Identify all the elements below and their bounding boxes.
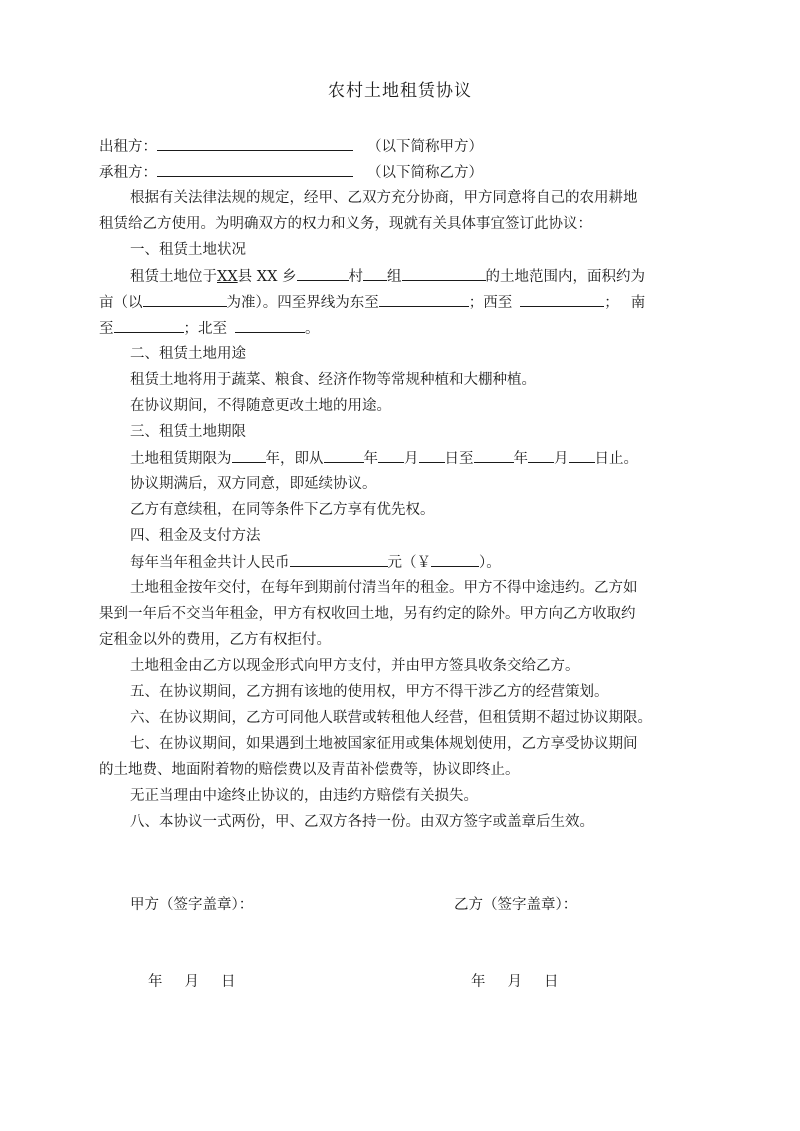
rent-number-blank <box>431 549 479 567</box>
end-day-blank <box>569 445 595 463</box>
lessee-note: （以下简称乙方） <box>367 165 483 181</box>
section-4-rent-line <box>130 549 501 576</box>
start-day-blank <box>419 445 445 463</box>
party-a-date <box>148 970 236 991</box>
village-blank <box>297 263 349 281</box>
term-text: 土地租赁期限为 <box>130 451 232 467</box>
lessee-line <box>99 159 483 186</box>
section-3-term-line <box>130 445 638 472</box>
section-1-heading: 一、租赁土地状况 <box>130 242 246 258</box>
end-month-blank <box>528 445 554 463</box>
breach-clause: 无正当理由中途终止协议的，由违约方赔偿有关损失。 <box>130 788 478 804</box>
start-day-text: 日至 <box>444 451 474 467</box>
north-text: ；北至 <box>183 321 227 337</box>
intro-line-1: 根据有关法律法规的规定，经甲、乙双方充分协商，甲方同意将自己的农用耕地 <box>130 190 638 206</box>
section-1-location-line <box>130 263 645 290</box>
month-label: 月 <box>184 974 199 990</box>
section-3-heading: 三、租赁土地期限 <box>130 424 246 440</box>
village-text: 村 <box>348 269 364 285</box>
section-2-heading: 二、租赁土地用途 <box>130 346 246 362</box>
section-8: 八、本协议一式两份，甲、乙双方各持一份。由双方签字或盖章后生效。 <box>130 814 594 830</box>
section-1-boundary-line <box>99 289 645 316</box>
start-year-blank <box>324 445 364 463</box>
term-years-blank <box>232 445 266 463</box>
party-a-signature-label: 甲方（签字盖章）： <box>130 897 254 913</box>
lessor-blank <box>157 133 353 151</box>
county-town-text: 县 XX 乡 <box>237 269 297 285</box>
party-b-signature-label: 乙方（签字盖章）： <box>454 897 578 913</box>
section-4-para-2-line-1: 土地租金按年交付，在每年到期前付清当年的租金。甲方不得中途违约。乙方如 <box>130 580 638 596</box>
section-4-para-2-line-2: 果到一年后不交当年租金，甲方有权收回土地，另有约定的除外。甲方向乙方收取约 <box>99 606 636 622</box>
year-label: 年 <box>471 974 486 990</box>
lessee-blank <box>157 159 353 177</box>
south-text: 南 <box>630 295 646 311</box>
section-7-line-2: 的土地费、地面附着物的赔偿费以及青苗补偿费等，协议即终止。 <box>99 762 520 778</box>
term-from-text: 年，即从 <box>265 451 324 467</box>
lessor-line <box>99 133 483 160</box>
section-2-para-1: 租赁土地将用于蔬菜、粮食、经济作物等常规种植和大棚种植。 <box>130 372 536 388</box>
rent-yuan-text: 元（￥ <box>387 555 431 571</box>
day-label: 日 <box>221 974 236 990</box>
end-year-blank <box>474 445 514 463</box>
location-text: 租赁土地位于 <box>130 269 217 285</box>
lessor-label: 出租方： <box>99 139 157 155</box>
party-b-date <box>471 970 559 991</box>
start-year-text: 年 <box>363 451 378 467</box>
area-text: 的土地范围内，面积约为 <box>485 269 646 285</box>
month-label: 月 <box>507 974 522 990</box>
west-text: ；西至 <box>468 295 513 311</box>
section-4-para-2-line-3: 定租金以外的费用，乙方有权拒付。 <box>99 632 331 648</box>
section-5: 五、在协议期间，乙方拥有该地的使用权，甲方不得干涉乙方的经营策划。 <box>130 684 609 700</box>
section-4-heading: 四、租金及支付方法 <box>130 528 261 544</box>
north-end: 。 <box>305 321 320 337</box>
lessee-label: 承租方： <box>99 165 157 181</box>
west-end: ； <box>604 295 619 311</box>
rent-amount-blank <box>290 549 388 567</box>
section-1-south-north-line <box>99 315 320 342</box>
east-text: 为准）。四至界线为东至 <box>226 295 379 311</box>
end-day-text: 日止。 <box>594 451 638 467</box>
lessor-note: （以下简称甲方） <box>367 139 483 155</box>
section-3-para-3: 乙方有意续租，在同等条件下乙方享有优先权。 <box>130 502 435 518</box>
document-title: 农村土地租赁协议 <box>328 81 472 101</box>
year-label: 年 <box>148 974 163 990</box>
day-label: 日 <box>544 974 559 990</box>
mu-text: 亩（以 <box>99 295 143 311</box>
measure-blank <box>143 289 227 307</box>
south-to-text: 至 <box>99 321 114 337</box>
county-placeholder: XX <box>217 269 238 285</box>
north-blank <box>235 315 305 333</box>
start-month-blank <box>378 445 404 463</box>
start-month-text: 月 <box>404 451 419 467</box>
section-3-para-2: 协议期满后，双方同意，即延续协议。 <box>130 476 377 492</box>
south-blank <box>114 315 184 333</box>
end-month-text: 月 <box>554 451 569 467</box>
end-year-text: 年 <box>513 451 528 467</box>
east-blank <box>379 289 469 307</box>
intro-line-2: 租赁给乙方使用。为明确双方的权力和义务，现就有关具体事宜签订此协议： <box>99 216 592 232</box>
section-2-para-2: 在协议期间，不得随意更改土地的用途。 <box>130 398 391 414</box>
rent-text: 每年当年租金共计人民币 <box>130 555 290 571</box>
section-7-line-1: 七、在协议期间，如果遇到土地被国家征用或集体规划使用，乙方享受协议期间 <box>130 736 638 752</box>
section-4-para-3: 土地租金由乙方以现金形式向甲方支付，并由甲方签具收条交给乙方。 <box>130 658 580 674</box>
group-blank <box>363 263 387 281</box>
section-6: 六、在协议期间，乙方可同他人联营或转租他人经营，但租赁期不超过协议期限。 <box>130 710 652 726</box>
west-blank <box>520 289 604 307</box>
area-blank <box>402 263 486 281</box>
group-text: 组 <box>387 269 402 285</box>
rent-end: ）。 <box>479 555 501 571</box>
